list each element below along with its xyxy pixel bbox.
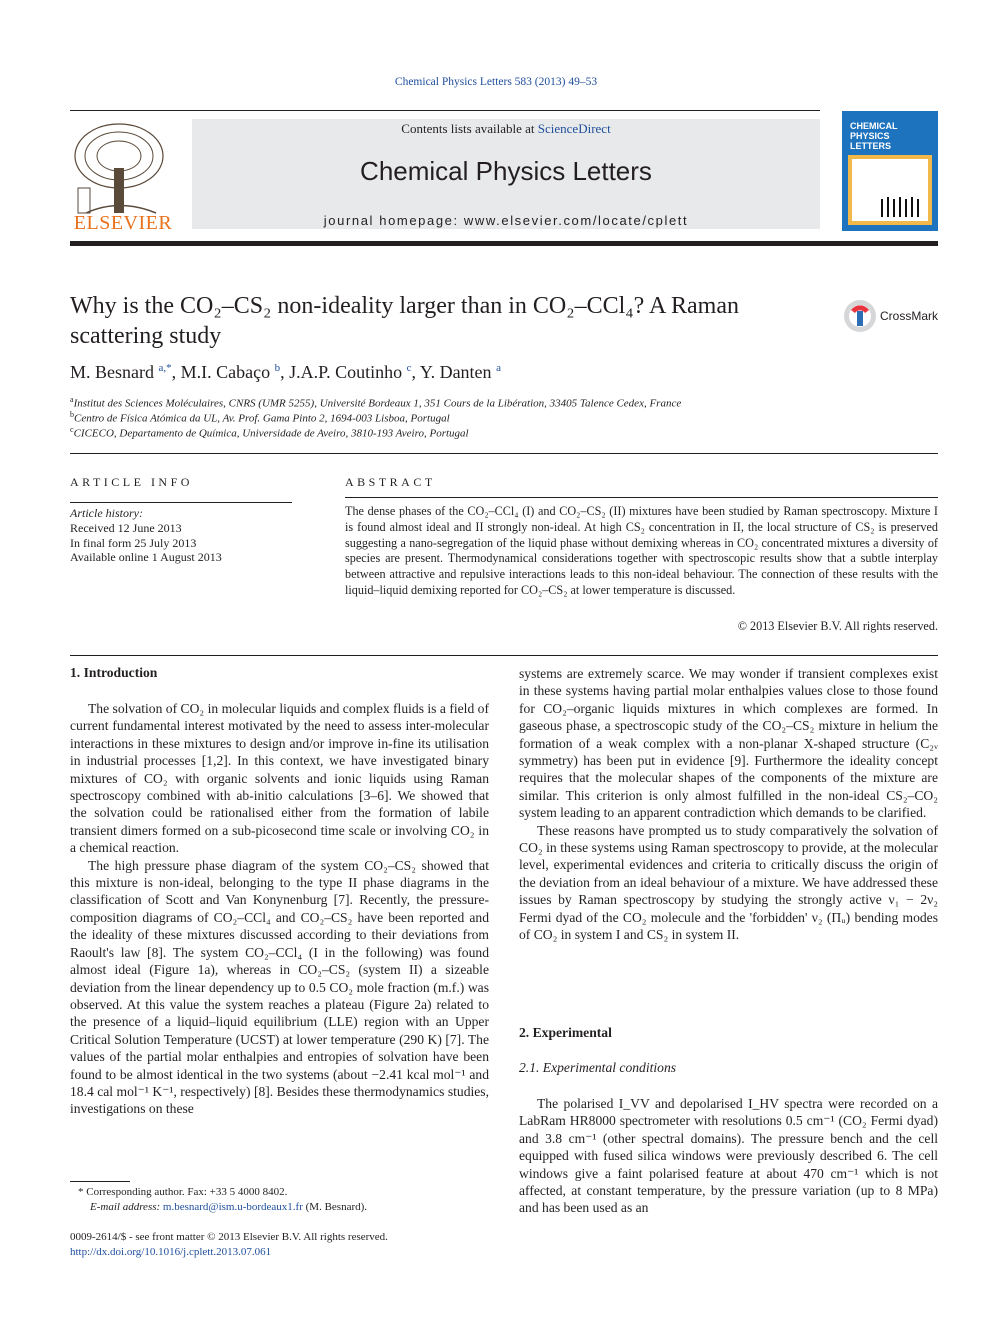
article-history <box>70 504 222 565</box>
cover-line-1: CHEMICAL <box>850 121 898 131</box>
body-paragraph: These reasons have prompted us to study comparatively the solvation of CO₂ in these systems using Raman spectroscopy to provide, at the molecular level, experimental evidences and criteria to critically discuss the origin of the deviation from an ideal behaviour of a mixture. We have addressed these issues by Raman spectroscopy by studying the strongly active ν₁ − 2ν₂ Fermi dyad of the CO₂ molecule and the 'forbidden' ν₂ (Πᵤ) bending modes of CO₂ in system I and CS₂ in system II. <box>519 822 938 943</box>
affiliation-mark: a <box>70 395 74 404</box>
intro-paragraph: The high pressure phase diagram of the system CO₂–CS₂ showed that this mixture is non-ideal, belonging to the type II phase diagrams in the classification of Scott and Van Konynenburg [7]. Recently, the pressure-composition diagrams of CO₂–CCl₄ and CO₂–CS₂ have been reported and the ideality of these mixtures discussed according to their deviations from Raoult's law [8]. The system CO₂–CCl₄ (I in the following) was found almost ideal (Figure 1a), whereas in CO₂–CS₂ (system II) a sizeable deviation from the linear dependency up to 0.5 CO₂ mole fraction (m.f.) was observed. At this value the system reaches a plateau (Figure 2a) related to the presence of a liquid–liquid equilibrium (LLE) region with an Upper Critical Solution Temperature (UCST) at lower temperature (290 K) [7]. The values of the partial molar enthalpies and entropies of solvation have been found to be almost identical in the two systems (about −2.41 kcal mol⁻¹ and 18.4 cal mol⁻¹ K⁻¹, respectively) [8]. Besides these thermodynamics studies, investigations on these <box>70 857 489 1117</box>
journal-cover[interactable] <box>842 111 938 231</box>
article-title <box>70 291 810 351</box>
footnotes <box>70 1185 367 1215</box>
email-suffix: (M. Besnard). <box>302 1201 368 1213</box>
intro-paragraph: The solvation of CO₂ in molecular liquids and complex fluids is a field of current fundamental interest motivated by the need to assess inter-molecular interactions in these mixtures to design and/or improve in-fine its utilisation in industrial processes [1,2]. In this context, we have investigated binary mixtures of CO₂ with organic solvents and ionic liquids using Raman spectroscopy combined with ab-initio calculations [3–6]. We showed that the solvation could be rationalised either from the formation of labile transient dimers formed on a sub-picosecond time scale or involving CO₂ in a chemical reaction. <box>70 701 489 856</box>
author-affiliation-mark[interactable]: b <box>274 362 281 374</box>
author-affiliation-mark[interactable]: a,* <box>158 362 172 374</box>
cover-line-2: PHYSICS <box>850 131 890 141</box>
right-column <box>519 665 938 944</box>
intro-heading: 1. Introduction <box>70 665 158 680</box>
author-list: M. Besnard $^{a,*}$, M.I. Cabaço $^b$, J.A.P. Coutinho $^c$, Y. Danten $^a$ <box>70 362 501 382</box>
affiliation <box>70 425 469 440</box>
journal-citation[interactable]: Chemical Physics Letters 583 (2013) 49–53 <box>394 76 598 88</box>
footnote-rule <box>70 1181 130 1182</box>
crossmark-label: CrossMark <box>880 309 939 323</box>
doi-link[interactable]: http://dx.doi.org/10.1016/j.cplett.2013.07.061 <box>70 1246 272 1258</box>
author-affiliation-mark[interactable]: c <box>406 362 412 374</box>
cover-graphic <box>848 155 932 225</box>
crossmark-icon <box>842 298 878 334</box>
author-name: M.I. Cabaço <box>180 362 271 382</box>
affiliation <box>70 395 681 410</box>
email-label: E-mail address: <box>90 1201 163 1213</box>
sciencedirect-link[interactable]: ScienceDirect <box>537 121 611 136</box>
experimental-heading: 2. Experimental <box>519 1025 612 1040</box>
corresponding-author-note: * Corresponding author. Fax: +33 5 4000 8402. <box>78 1186 288 1198</box>
issn-block <box>70 1230 388 1260</box>
article-info-heading: ARTICLE INFO <box>70 475 193 489</box>
journal-title: Chemical Physics Letters <box>360 156 652 186</box>
contents-line <box>192 121 820 137</box>
experimental-text <box>519 1095 938 1217</box>
author-affiliation-mark[interactable]: a <box>496 362 501 374</box>
author-name: Y. Danten <box>419 362 492 382</box>
header-thick-rule <box>70 241 938 246</box>
title-line-2: scattering study <box>70 323 222 349</box>
elsevier-wordmark: ELSEVIER <box>73 212 173 234</box>
abstract-copyright: © 2013 Elsevier B.V. All rights reserved. <box>737 619 938 633</box>
affiliation-text: CICECO, Departamento de Química, Universidade de Aveiro, 3810-193 Aveiro, Portugal <box>73 427 469 440</box>
elsevier-logo[interactable] <box>66 118 176 236</box>
author-name: J.A.P. Coutinho <box>289 362 403 382</box>
header-rule <box>70 110 820 111</box>
body-paragraph: systems are extremely scarce. We may wonder if transient complexes exist in these systems having partial molar enthalpies values close to those found for CO₂–organic liquids mixtures in which complexes are formed. In gaseous phase, a spectroscopic study of the CO₂–CS₂ mixture in helium the formation of a weak complex with a non-planar X-shaped structure (C₂ᵥ symmetry) has been put in evidence [9]. Furthermore the ideality concept requires that the molecular shapes of the components of the mixture are similar. This criterion is only almost fulfilled in the non-ideal CS₂–CO₂ system leading to an apparent contradiction which demands to be clarified. <box>519 666 938 821</box>
journal-homepage <box>192 213 820 228</box>
abstract-heading: ABSTRACT <box>345 475 436 489</box>
cover-line-3: LETTERS <box>850 141 892 151</box>
cover-spectrum-icon <box>848 155 932 225</box>
experimental-subheading: 2.1. Experimental conditions <box>519 1060 677 1075</box>
crossmark-badge[interactable] <box>842 298 942 334</box>
left-column <box>70 700 489 1118</box>
affiliation-mark: b <box>70 410 74 419</box>
contents-prefix: Contents lists available at <box>401 121 538 136</box>
affiliation-mark: c <box>70 425 74 434</box>
abstract-text: The dense phases of the CO₂–CCl₄ (I) and CO₂–CS₂ (II) mixtures have been studied by Raman spectroscopy. Mixture I is found almost ideal and II strongly non-ideal. At high CS₂ concentration in II, the local structure of CS₂ is preserved suggesting a nano-segregation of the liquid phase without demixing whereas in CO₂ concentrated mixtures a diversity of species are present. Thermodynamical considerations together with spectroscopic results show that a subtle interplay between attractive and repulsive interactions leads to this non-ideal behaviour. The connection of these results with the liquid–liquid demixing reported for CO₂–CS₂ at lower temperature is discussed. <box>345 504 938 597</box>
section-rule <box>70 655 938 656</box>
homepage-link[interactable]: www.elsevier.com/locate/cplett <box>463 213 689 228</box>
history-label: Article history: <box>70 506 143 520</box>
homepage-prefix: journal homepage: <box>323 213 464 228</box>
section-rule <box>70 453 938 454</box>
body-paragraph: The polarised I_VV and depolarised I_HV spectra were recorded on a LabRam HR8000 spectrometer with resolutions 0.5 cm⁻¹ (CO₂ Fermi dyad) and 3.8 cm⁻¹ (other spectral domains). The pressure bench and the cell equipped with fused silica windows were previously described 6. The cell windows give a faint polarised feature at about 470 cm⁻¹ which is not affected, at constant temperature, by the pressure variation (up to 8 MPa) and has been used as an <box>519 1096 938 1216</box>
history-received: Received 12 June 2013 <box>70 520 182 535</box>
history-final-form: In final form 25 July 2013 <box>70 535 197 550</box>
author-name: M. Besnard <box>70 362 154 382</box>
title-line-1: Why is the CO₂–CS₂ non-ideality larger than in CO₂–CCl₄? A Raman <box>70 293 739 319</box>
info-rule <box>70 502 292 503</box>
affiliation-text: Centro de Física Atómica da UL, Av. Prof. Gama Pinto 2, 1694-003 Lisboa, Portugal <box>74 412 450 425</box>
email-link[interactable]: m.besnard@ism.u-bordeaux1.fr <box>162 1201 303 1213</box>
issn-line: 0009-2614/$ - see front matter © 2013 Elsevier B.V. All rights reserved. <box>70 1231 388 1243</box>
affiliation-text: Institut des Sciences Moléculaires, CNRS (UMR 5255), Université Bordeaux 1, 351 Cours de la Libération, 33405 Talence Cedex, France <box>73 397 682 410</box>
abstract-rule <box>345 497 938 498</box>
affiliation <box>70 410 450 425</box>
history-online: Available online 1 August 2013 <box>70 550 222 565</box>
